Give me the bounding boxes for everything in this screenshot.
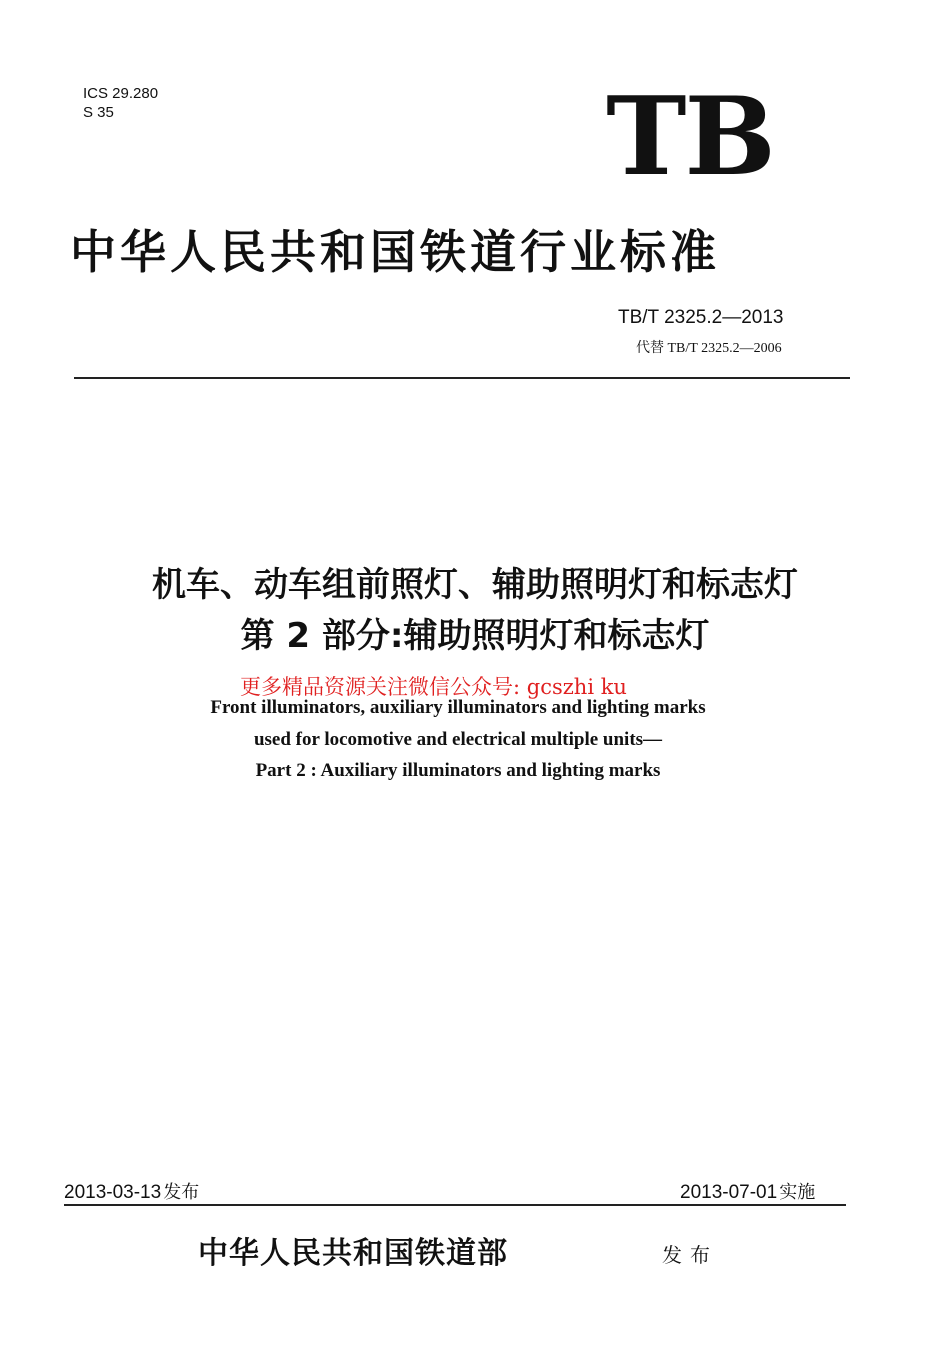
publisher-name: 中华人民共和国铁道部: [198, 1236, 508, 1271]
ics-code: ICS 29.280: [83, 85, 159, 102]
cn-title-line-1: 机车、动车组前照灯、辅助照明灯和标志灯: [152, 565, 798, 605]
replaces-standard: 代替 TB/T 2325.2—2006: [636, 341, 782, 356]
publisher-action: 发布: [662, 1243, 718, 1267]
tb-logo: TB: [606, 74, 774, 200]
en-title-line-2: used for locomotive and electrical multiple units—: [253, 729, 663, 750]
issue-date: 2013-03-13: [64, 1182, 162, 1203]
implement-date-block: [680, 1181, 815, 1205]
standard-number: TB/T 2325.2—2013: [618, 307, 784, 328]
watermark-text: 更多精品资源关注微信公众号: gcszhi ku: [240, 675, 627, 699]
cn-title-line-2: 第 2 部分:辅助照明灯和标志灯: [240, 616, 710, 656]
classification-codes: [83, 84, 158, 122]
en-title-line-3: Part 2 : Auxiliary illuminators and lighting marks: [255, 760, 661, 781]
header-divider: [74, 377, 850, 379]
en-title-line-1: Front illuminators, auxiliary illuminators and lighting marks: [210, 697, 706, 718]
ccs-code: S 35: [83, 104, 114, 121]
footer-divider: [64, 1204, 846, 1206]
issue-date-block: [64, 1181, 199, 1205]
implement-date: 2013-07-01: [680, 1182, 778, 1203]
issuer-title: 中华人民共和国铁道行业标准: [70, 225, 720, 279]
implement-label: 实施: [779, 1182, 816, 1203]
issue-label: 发布: [163, 1182, 200, 1203]
